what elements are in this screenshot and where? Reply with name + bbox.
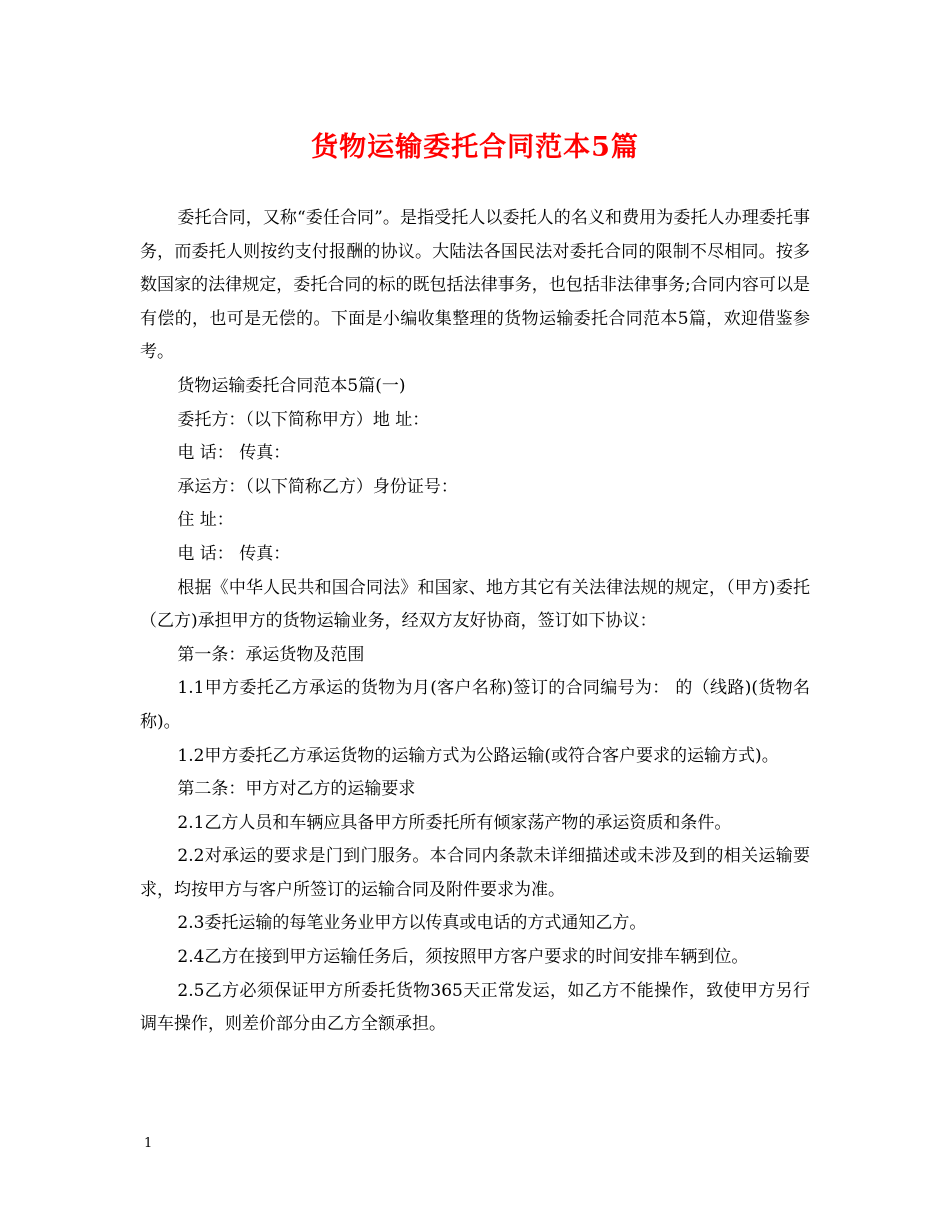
- paragraph-carrier-party: 承运方：（以下简称乙方）身份证号：: [177, 476, 458, 497]
- paragraph-article-one: 第一条：承运货物及范围: [177, 644, 365, 665]
- paragraph-clause-2-4: 2.4乙方在接到甲方运输任务后，须按照甲方客户要求的时间安排车辆到位。: [177, 947, 749, 968]
- document-body: [140, 202, 810, 1042]
- paragraph-clause-1-1: 1.1甲方委托乙方承运的货物为月(客户名称)签订的合同编号为： 的（线路)(货物名称)。: [140, 678, 810, 732]
- paragraph-legal-basis: 根据《中华人民共和国合同法》和国家、地方其它有关法律法规的规定，（甲方)委托（乙方)承担甲方的货物运输业务，经双方友好协商，签订如下协议：: [140, 577, 810, 632]
- paragraph-clause-2-3: 2.3委托运输的每笔业务业甲方以传真或电话的方式通知乙方。: [177, 913, 647, 934]
- paragraph-carrier-address: 住 址：: [177, 510, 234, 531]
- document-title: 货物运输委托合同范本5篇: [311, 132, 639, 163]
- page-number: 1: [144, 1136, 153, 1151]
- paragraph-article-two: 第二条：甲方对乙方的运输要求: [177, 779, 416, 800]
- paragraph-client-party: 委托方：（以下简称甲方）地 址：: [177, 409, 430, 430]
- paragraph-contract-heading: 货物运输委托合同范本5篇(一): [177, 375, 406, 396]
- paragraph-intro: 委托合同，又称“委任合同”。是指受托人以委托人的名义和费用为委托人办理委托事务，而委托人则按约支付报酬的协议。大陆法各国民法对委托合同的限制不尽相同。按多数国家的法律规定，委托合同的标的既包括法律事务，也包括非法律事务;合同内容可以是有偿的，也可是无偿的。下面是小编收集整理的货物运输委托合同范本5篇，欢迎借鉴参考。: [140, 208, 810, 363]
- paragraph-client-phone: 电 话： 传真：: [177, 443, 291, 464]
- paragraph-clause-1-2: 1.2甲方委托乙方承运货物的运输方式为公路运输(或符合客户要求的运输方式)。: [177, 745, 779, 766]
- paragraph-clause-2-2: 2.2对承运的要求是门到门服务。本合同内条款未详细描述或未涉及到的相关运输要求，均按甲方与客户所签订的运输合同及附件要求为准。: [140, 846, 810, 900]
- paragraph-clause-2-1: 2.1乙方人员和车辆应具备甲方所委托所有倾家荡产物的承运资质和条件。: [177, 812, 732, 833]
- paragraph-carrier-phone: 电 话： 传真：: [177, 543, 291, 564]
- paragraph-clause-2-5: 2.5乙方必须保证甲方所委托货物365天正常发运，如乙方不能操作，致使甲方另行调车操作，则差价部分由乙方全额承担。: [140, 980, 810, 1035]
